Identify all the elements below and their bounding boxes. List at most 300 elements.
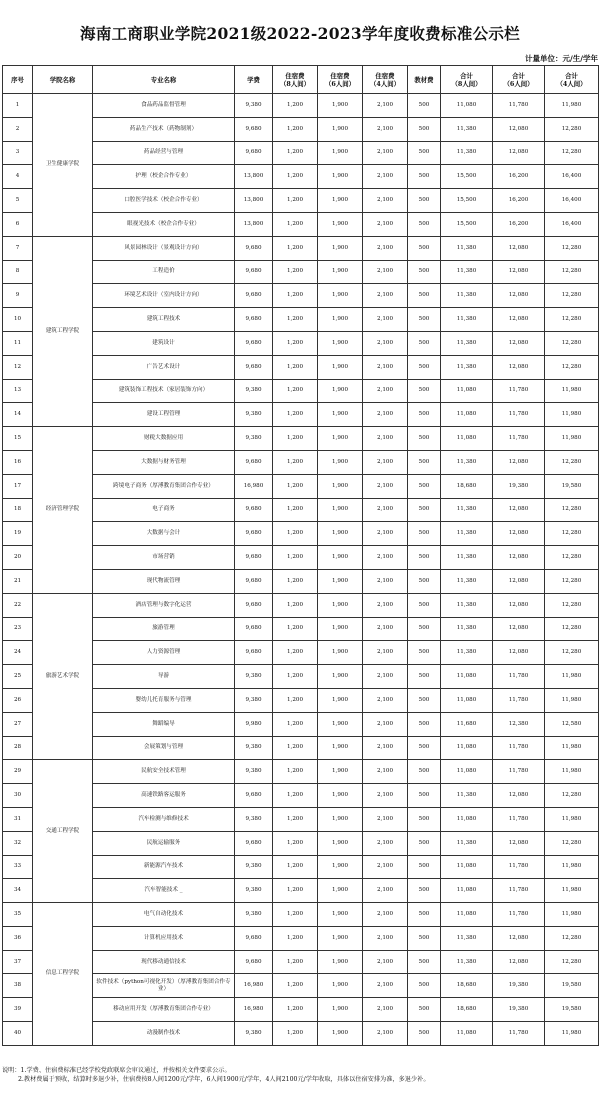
header-material: 教材费 <box>408 66 441 94</box>
cell-total-8: 11,680 <box>441 712 493 736</box>
cell-total-4: 12,280 <box>545 522 599 546</box>
cell-total-8: 11,080 <box>441 760 493 784</box>
cell-dorm-6: 1,900 <box>318 903 363 927</box>
cell-total-4: 12,280 <box>545 141 599 165</box>
cell-total-8: 11,080 <box>441 665 493 689</box>
cell-dorm-4: 2,100 <box>363 308 408 332</box>
cell-total-4: 11,980 <box>545 379 599 403</box>
cell-total-8: 15,500 <box>441 212 493 236</box>
cell-material: 500 <box>408 331 441 355</box>
cell-dorm-4: 2,100 <box>363 117 408 141</box>
table-row <box>3 474 599 498</box>
cell-major: 舞蹈编导 <box>93 712 235 736</box>
table-row <box>3 641 599 665</box>
cell-dorm-6: 1,900 <box>318 474 363 498</box>
cell-dorm-4: 2,100 <box>363 498 408 522</box>
cell-total-4: 19,580 <box>545 998 599 1022</box>
cell-dorm-8: 1,200 <box>273 212 318 236</box>
cell-total-6: 12,080 <box>493 260 545 284</box>
cell-total-6: 19,380 <box>493 998 545 1022</box>
cell-total-8: 18,680 <box>441 474 493 498</box>
cell-total-4: 12,280 <box>545 926 599 950</box>
college-cell: 经济管理学院 <box>33 427 93 594</box>
cell-dorm-8: 1,200 <box>273 831 318 855</box>
cell-total-4: 12,280 <box>545 593 599 617</box>
cell-dorm-8: 1,200 <box>273 141 318 165</box>
cell-dorm-8: 1,200 <box>273 236 318 260</box>
cell-total-8: 11,380 <box>441 236 493 260</box>
cell-total-4: 11,980 <box>545 807 599 831</box>
cell-dorm-6: 1,900 <box>318 617 363 641</box>
cell-material: 500 <box>408 688 441 712</box>
cell-total-8: 18,680 <box>441 998 493 1022</box>
cell-total-6: 11,780 <box>493 736 545 760</box>
cell-dorm-4: 2,100 <box>363 546 408 570</box>
cell-total-6: 16,200 <box>493 189 545 213</box>
cell-dorm-8: 1,200 <box>273 807 318 831</box>
cell-dorm-8: 1,200 <box>273 593 318 617</box>
fee-table-body <box>3 94 599 1046</box>
header-dorm-4: 住宿费 （4人间） <box>363 66 408 94</box>
cell-total-8: 11,380 <box>441 950 493 974</box>
cell-material: 500 <box>408 569 441 593</box>
cell-tuition: 9,680 <box>235 569 273 593</box>
cell-dorm-4: 2,100 <box>363 1022 408 1046</box>
cell-dorm-8: 1,200 <box>273 879 318 903</box>
cell-total-6: 11,780 <box>493 807 545 831</box>
cell-tuition: 9,680 <box>235 617 273 641</box>
college-cell: 建筑工程学院 <box>33 236 93 426</box>
cell-total-6: 12,080 <box>493 950 545 974</box>
cell-total-4: 12,280 <box>545 546 599 570</box>
cell-major: 民航安全技术管理 <box>93 760 235 784</box>
cell-major: 计算机应用技术 <box>93 926 235 950</box>
cell-total-4: 11,980 <box>545 736 599 760</box>
cell-total-4: 12,580 <box>545 712 599 736</box>
cell-tuition: 13,800 <box>235 165 273 189</box>
table-row <box>3 284 599 308</box>
header-no: 序号 <box>3 66 33 94</box>
cell-tuition: 9,380 <box>235 379 273 403</box>
cell-dorm-4: 2,100 <box>363 784 408 808</box>
cell-total-4: 11,980 <box>545 94 599 118</box>
cell-major: 软件技术（python可视化开发）（厚溥教育集团合作专业） <box>93 974 235 998</box>
cell-tuition: 16,980 <box>235 974 273 998</box>
table-row <box>3 260 599 284</box>
cell-dorm-4: 2,100 <box>363 141 408 165</box>
cell-no: 18 <box>3 498 33 522</box>
cell-dorm-8: 1,200 <box>273 855 318 879</box>
cell-dorm-8: 1,200 <box>273 284 318 308</box>
cell-dorm-6: 1,900 <box>318 879 363 903</box>
cell-no: 32 <box>3 831 33 855</box>
header-college: 学院名称 <box>33 66 93 94</box>
table-row <box>3 546 599 570</box>
cell-total-4: 16,400 <box>545 165 599 189</box>
cell-total-4: 12,280 <box>545 308 599 332</box>
table-row <box>3 593 599 617</box>
cell-total-6: 12,080 <box>493 284 545 308</box>
cell-major: 现代物流管理 <box>93 569 235 593</box>
cell-total-4: 11,980 <box>545 879 599 903</box>
table-row <box>3 617 599 641</box>
cell-dorm-8: 1,200 <box>273 331 318 355</box>
table-row <box>3 760 599 784</box>
table-row <box>3 379 599 403</box>
table-row <box>3 569 599 593</box>
cell-total-6: 12,080 <box>493 450 545 474</box>
cell-material: 500 <box>408 546 441 570</box>
cell-major: 人力资源管理 <box>93 641 235 665</box>
college-cell: 旅游艺术学院 <box>33 593 93 760</box>
cell-major: 大数据与财务管理 <box>93 450 235 474</box>
cell-dorm-6: 1,900 <box>318 260 363 284</box>
cell-dorm-6: 1,900 <box>318 141 363 165</box>
cell-major: 口腔医学技术（校企合作专业） <box>93 189 235 213</box>
cell-total-8: 11,080 <box>441 1022 493 1046</box>
cell-material: 500 <box>408 617 441 641</box>
cell-material: 500 <box>408 308 441 332</box>
cell-dorm-4: 2,100 <box>363 736 408 760</box>
cell-dorm-6: 1,900 <box>318 712 363 736</box>
cell-dorm-8: 1,200 <box>273 926 318 950</box>
cell-dorm-8: 1,200 <box>273 403 318 427</box>
cell-major: 导游 <box>93 665 235 689</box>
cell-total-6: 11,780 <box>493 94 545 118</box>
cell-major: 婴幼儿托育服务与管理 <box>93 688 235 712</box>
cell-dorm-6: 1,900 <box>318 926 363 950</box>
cell-tuition: 9,380 <box>235 94 273 118</box>
cell-total-4: 19,580 <box>545 474 599 498</box>
cell-total-8: 11,080 <box>441 688 493 712</box>
cell-dorm-6: 1,900 <box>318 760 363 784</box>
cell-dorm-6: 1,900 <box>318 94 363 118</box>
cell-major: 广告艺术设计 <box>93 355 235 379</box>
cell-material: 500 <box>408 94 441 118</box>
table-row <box>3 212 599 236</box>
cell-dorm-4: 2,100 <box>363 212 408 236</box>
cell-dorm-6: 1,900 <box>318 522 363 546</box>
cell-total-6: 11,780 <box>493 403 545 427</box>
cell-dorm-4: 2,100 <box>363 284 408 308</box>
cell-no: 40 <box>3 1022 33 1046</box>
cell-no: 27 <box>3 712 33 736</box>
college-cell: 卫生健康学院 <box>33 94 93 237</box>
cell-dorm-6: 1,900 <box>318 165 363 189</box>
cell-tuition: 9,380 <box>235 403 273 427</box>
cell-total-4: 12,280 <box>545 569 599 593</box>
cell-tuition: 9,680 <box>235 284 273 308</box>
cell-tuition: 9,680 <box>235 950 273 974</box>
cell-total-6: 12,080 <box>493 236 545 260</box>
cell-total-6: 12,080 <box>493 926 545 950</box>
cell-total-4: 12,280 <box>545 498 599 522</box>
cell-tuition: 9,380 <box>235 1022 273 1046</box>
cell-dorm-8: 1,200 <box>273 379 318 403</box>
cell-dorm-6: 1,900 <box>318 117 363 141</box>
cell-no: 15 <box>3 427 33 451</box>
cell-total-6: 12,380 <box>493 712 545 736</box>
table-row <box>3 236 599 260</box>
cell-material: 500 <box>408 498 441 522</box>
cell-dorm-6: 1,900 <box>318 379 363 403</box>
cell-material: 500 <box>408 736 441 760</box>
cell-total-6: 12,080 <box>493 831 545 855</box>
cell-total-6: 11,780 <box>493 1022 545 1046</box>
cell-no: 39 <box>3 998 33 1022</box>
cell-dorm-6: 1,900 <box>318 569 363 593</box>
cell-no: 26 <box>3 688 33 712</box>
cell-dorm-8: 1,200 <box>273 498 318 522</box>
cell-total-6: 12,080 <box>493 617 545 641</box>
cell-no: 33 <box>3 855 33 879</box>
cell-no: 9 <box>3 284 33 308</box>
cell-total-8: 11,380 <box>441 831 493 855</box>
table-row <box>3 998 599 1022</box>
cell-total-8: 11,380 <box>441 784 493 808</box>
cell-dorm-8: 1,200 <box>273 903 318 927</box>
cell-no: 35 <box>3 903 33 927</box>
cell-dorm-4: 2,100 <box>363 94 408 118</box>
table-row <box>3 450 599 474</box>
cell-total-8: 11,380 <box>441 450 493 474</box>
cell-no: 2 <box>3 117 33 141</box>
cell-total-4: 19,580 <box>545 974 599 998</box>
cell-tuition: 9,380 <box>235 879 273 903</box>
cell-tuition: 16,980 <box>235 998 273 1022</box>
cell-tuition: 9,380 <box>235 760 273 784</box>
cell-total-4: 12,280 <box>545 831 599 855</box>
cell-dorm-6: 1,900 <box>318 189 363 213</box>
cell-total-8: 18,680 <box>441 974 493 998</box>
cell-dorm-6: 1,900 <box>318 950 363 974</box>
cell-no: 24 <box>3 641 33 665</box>
cell-major: 建设工程管理 <box>93 403 235 427</box>
table-row <box>3 712 599 736</box>
cell-tuition: 9,680 <box>235 498 273 522</box>
cell-major: 现代移动通信技术 <box>93 950 235 974</box>
cell-no: 1 <box>3 94 33 118</box>
cell-material: 500 <box>408 784 441 808</box>
cell-no: 28 <box>3 736 33 760</box>
cell-dorm-6: 1,900 <box>318 308 363 332</box>
cell-tuition: 9,680 <box>235 522 273 546</box>
cell-dorm-8: 1,200 <box>273 522 318 546</box>
cell-material: 500 <box>408 260 441 284</box>
cell-total-8: 11,380 <box>441 593 493 617</box>
header-total-6: 合计 （6人间） <box>493 66 545 94</box>
cell-material: 500 <box>408 712 441 736</box>
cell-tuition: 9,680 <box>235 236 273 260</box>
cell-no: 29 <box>3 760 33 784</box>
cell-dorm-8: 1,200 <box>273 450 318 474</box>
cell-dorm-4: 2,100 <box>363 807 408 831</box>
cell-total-6: 12,080 <box>493 498 545 522</box>
cell-no: 17 <box>3 474 33 498</box>
table-row <box>3 903 599 927</box>
cell-total-8: 11,380 <box>441 355 493 379</box>
cell-dorm-8: 1,200 <box>273 1022 318 1046</box>
table-row <box>3 117 599 141</box>
cell-total-8: 11,380 <box>441 617 493 641</box>
cell-major: 风景园林设计（景观设计方向） <box>93 236 235 260</box>
cell-no: 36 <box>3 926 33 950</box>
cell-material: 500 <box>408 950 441 974</box>
cell-total-4: 12,280 <box>545 236 599 260</box>
cell-tuition: 9,380 <box>235 688 273 712</box>
cell-no: 10 <box>3 308 33 332</box>
cell-major: 跨境电子商务（厚溥教育集团合作专业） <box>93 474 235 498</box>
cell-total-8: 11,080 <box>441 403 493 427</box>
cell-no: 3 <box>3 141 33 165</box>
cell-tuition: 9,680 <box>235 546 273 570</box>
cell-dorm-6: 1,900 <box>318 855 363 879</box>
cell-total-6: 12,080 <box>493 546 545 570</box>
cell-dorm-4: 2,100 <box>363 165 408 189</box>
cell-major: 电子商务 <box>93 498 235 522</box>
cell-total-8: 15,500 <box>441 165 493 189</box>
cell-major: 建筑装饰工程技术（家居装饰方向） <box>93 379 235 403</box>
cell-total-6: 19,380 <box>493 474 545 498</box>
notes <box>2 1066 598 1084</box>
cell-material: 500 <box>408 855 441 879</box>
cell-total-8: 11,080 <box>441 855 493 879</box>
cell-no: 23 <box>3 617 33 641</box>
table-row <box>3 784 599 808</box>
cell-tuition: 13,800 <box>235 189 273 213</box>
table-row <box>3 665 599 689</box>
cell-material: 500 <box>408 474 441 498</box>
cell-no: 34 <box>3 879 33 903</box>
cell-dorm-4: 2,100 <box>363 926 408 950</box>
cell-major: 大数据与会计 <box>93 522 235 546</box>
cell-material: 500 <box>408 879 441 903</box>
cell-total-4: 12,280 <box>545 117 599 141</box>
cell-total-4: 11,980 <box>545 760 599 784</box>
cell-total-6: 11,780 <box>493 379 545 403</box>
cell-tuition: 9,680 <box>235 331 273 355</box>
cell-tuition: 13,800 <box>235 212 273 236</box>
cell-dorm-8: 1,200 <box>273 165 318 189</box>
header-major: 专业名称 <box>93 66 235 94</box>
cell-material: 500 <box>408 236 441 260</box>
table-row <box>3 141 599 165</box>
cell-dorm-4: 2,100 <box>363 617 408 641</box>
cell-dorm-8: 1,200 <box>273 546 318 570</box>
table-row <box>3 165 599 189</box>
cell-total-4: 16,400 <box>545 189 599 213</box>
table-row <box>3 355 599 379</box>
cell-dorm-8: 1,200 <box>273 308 318 332</box>
cell-dorm-4: 2,100 <box>363 855 408 879</box>
cell-no: 8 <box>3 260 33 284</box>
cell-dorm-6: 1,900 <box>318 665 363 689</box>
cell-no: 12 <box>3 355 33 379</box>
cell-total-4: 12,280 <box>545 355 599 379</box>
cell-total-8: 11,380 <box>441 141 493 165</box>
cell-tuition: 9,680 <box>235 117 273 141</box>
cell-material: 500 <box>408 903 441 927</box>
cell-total-4: 12,280 <box>545 950 599 974</box>
cell-dorm-8: 1,200 <box>273 189 318 213</box>
cell-dorm-8: 1,200 <box>273 736 318 760</box>
cell-no: 19 <box>3 522 33 546</box>
cell-no: 20 <box>3 546 33 570</box>
cell-major: 汽车智能技术 _ <box>93 879 235 903</box>
cell-total-8: 11,380 <box>441 117 493 141</box>
cell-total-6: 11,780 <box>493 688 545 712</box>
table-row <box>3 308 599 332</box>
cell-dorm-4: 2,100 <box>363 641 408 665</box>
cell-dorm-6: 1,900 <box>318 450 363 474</box>
cell-major: 环境艺术设计（室内设计方向） <box>93 284 235 308</box>
cell-material: 500 <box>408 355 441 379</box>
cell-total-8: 11,080 <box>441 879 493 903</box>
cell-dorm-4: 2,100 <box>363 665 408 689</box>
cell-dorm-8: 1,200 <box>273 712 318 736</box>
cell-dorm-4: 2,100 <box>363 474 408 498</box>
table-row <box>3 403 599 427</box>
cell-no: 11 <box>3 331 33 355</box>
cell-total-4: 12,280 <box>545 450 599 474</box>
table-row <box>3 427 599 451</box>
cell-material: 500 <box>408 760 441 784</box>
cell-dorm-6: 1,900 <box>318 688 363 712</box>
cell-dorm-6: 1,900 <box>318 593 363 617</box>
cell-material: 500 <box>408 117 441 141</box>
cell-dorm-4: 2,100 <box>363 593 408 617</box>
page-title: 海南工商职业学院2021级2022-2023学年度收费标准公示栏 <box>80 24 520 43</box>
cell-dorm-4: 2,100 <box>363 379 408 403</box>
cell-tuition: 9,680 <box>235 593 273 617</box>
cell-tuition: 9,680 <box>235 784 273 808</box>
cell-major: 高速铁路客运服务 <box>93 784 235 808</box>
table-row <box>3 1022 599 1046</box>
cell-dorm-8: 1,200 <box>273 617 318 641</box>
cell-dorm-6: 1,900 <box>318 355 363 379</box>
cell-total-6: 19,380 <box>493 974 545 998</box>
cell-tuition: 9,380 <box>235 807 273 831</box>
cell-dorm-4: 2,100 <box>363 712 408 736</box>
cell-dorm-8: 1,200 <box>273 117 318 141</box>
cell-total-8: 11,080 <box>441 903 493 927</box>
cell-total-4: 11,980 <box>545 403 599 427</box>
cell-tuition: 9,680 <box>235 355 273 379</box>
cell-total-4: 12,280 <box>545 784 599 808</box>
cell-dorm-6: 1,900 <box>318 284 363 308</box>
cell-dorm-4: 2,100 <box>363 522 408 546</box>
table-row <box>3 331 599 355</box>
cell-dorm-8: 1,200 <box>273 427 318 451</box>
header-dorm-8: 住宿费 （8人间） <box>273 66 318 94</box>
cell-dorm-8: 1,200 <box>273 950 318 974</box>
cell-material: 500 <box>408 641 441 665</box>
cell-dorm-8: 1,200 <box>273 760 318 784</box>
cell-dorm-4: 2,100 <box>363 569 408 593</box>
cell-total-4: 12,280 <box>545 284 599 308</box>
cell-dorm-4: 2,100 <box>363 831 408 855</box>
cell-no: 13 <box>3 379 33 403</box>
cell-material: 500 <box>408 831 441 855</box>
cell-major: 新能源汽车技术 <box>93 855 235 879</box>
cell-major: 民航运输服务 <box>93 831 235 855</box>
cell-no: 25 <box>3 665 33 689</box>
cell-tuition: 9,380 <box>235 427 273 451</box>
cell-total-8: 15,500 <box>441 189 493 213</box>
cell-total-6: 11,780 <box>493 760 545 784</box>
cell-tuition: 9,980 <box>235 712 273 736</box>
cell-dorm-4: 2,100 <box>363 355 408 379</box>
